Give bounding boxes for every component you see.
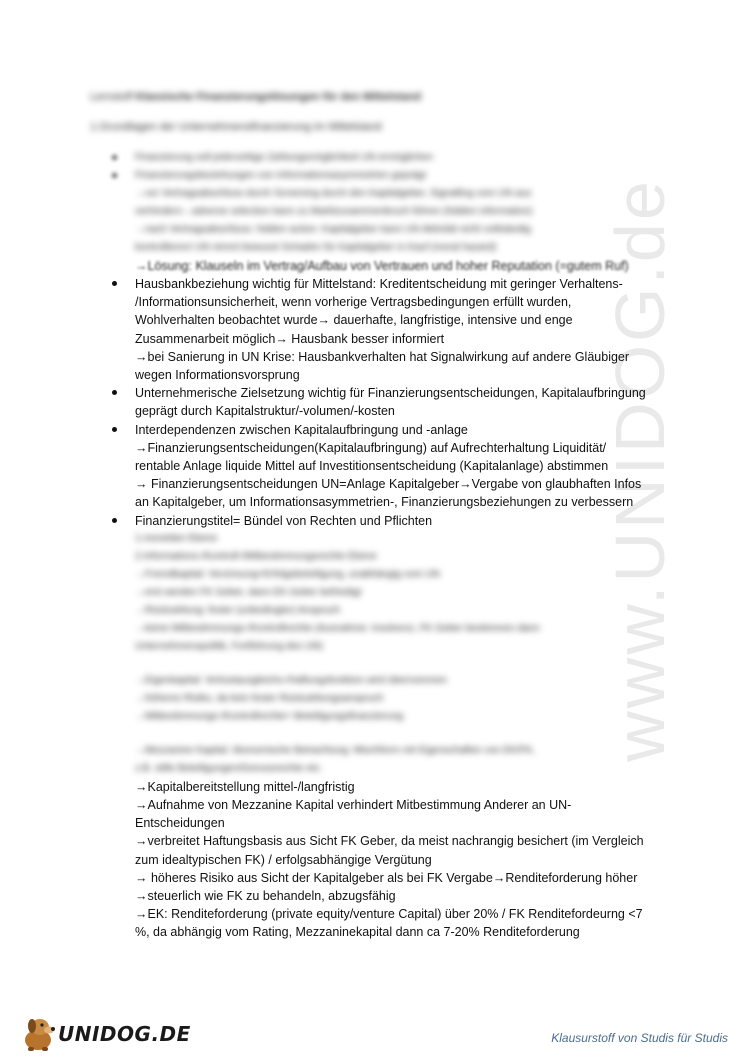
bullet-line: →Eigenkapital: Verlustausgleichs-/Haftungsfunktion wird übernommen: [135, 674, 447, 686]
bullet-line: →nach Vertragsabschluss: hidden action: Kapitalgeber kann UN Aktivität nicht vollständig: [135, 224, 531, 235]
bullet-line: Finanzierungstitel= Bündel von Rechten und Pflichten: [135, 513, 433, 528]
bullet-line: verhindern→adverse selection kann zu Marktzusammenbruch führen (hidden information): [135, 206, 533, 217]
bullet-dot: [112, 173, 117, 178]
bullet-line: Unternehmenspolitik, Fortführung des UN): [135, 640, 323, 652]
bullet-line: → Finanzierungsentscheidungen UN=Anlage Kapitalgeber→Vergabe von glaubhaften Infos: [135, 477, 642, 492]
bullet-item: [112, 384, 657, 420]
bullet-line: → höheres Risiko aus Sicht der Kapitalgeber als bei FK Vergabe→Renditeforderung höher: [135, 870, 638, 885]
bullet-line: Entscheidungen: [135, 816, 225, 831]
bullet-line: →Kapitalbereitstellung mittel-/langfristig: [135, 779, 355, 794]
bullet-line: rentable Anlage liquide Mittel auf Investitionsentscheidung (Kapitalanlage) abstimmen: [135, 459, 609, 474]
bullet-line: →Aufnahme von Mezzanine Kapital verhindert Mitbestimmung Anderer an UN-: [135, 798, 572, 813]
bullet-line: →Mitbestimmungs-/Kontrollrechte+ Beteiligungsfinanzierung: [135, 710, 404, 722]
bullet-line: Wohlverhalten beobachtet wurde→ dauerhafte, langfristige, intensive und enge: [135, 313, 573, 328]
bullet-dot: [112, 427, 117, 432]
bullet-line: wegen Informationsvorsprung: [135, 368, 300, 383]
bullet-line: %, da abhängig vom Rating, Mezzaninekapital dann ca 7-20% Renditeforderung: [135, 925, 580, 940]
bullet-dot: [112, 281, 117, 286]
dog-icon: [20, 1014, 60, 1052]
bullet-line: Finanzierung soll jederzeitige Zahlungsmöglichkeit UN ermöglichen: [135, 152, 433, 163]
bullet-line: →Fremdkapital: Verzinsung+Erfolgsbeteiligung, unabhängig vom UN: [135, 568, 440, 580]
bullet-list: [112, 149, 657, 942]
bullet-line: /Informationsunsicherheit, wenn vorherige Vertragsbedingungen erfüllt wurden,: [135, 295, 572, 310]
bullet-dot: [112, 390, 117, 395]
bullet-item: [112, 149, 657, 167]
bullet-line: →Mezzanine Kapital: ökonomische Betrachtung: Mischform mit Eigenschaften von EK/FK,: [135, 744, 536, 756]
bullet-item: [112, 421, 657, 512]
bullet-line: z.B. stille Beteiligungen/Genussrechte etc.: [135, 762, 323, 774]
bullet-line: an Kapitalgeber, um Informationsasymmetrien-, Finanzierungsbeziehungen zu verbessern: [135, 495, 634, 510]
bullet-line: 1.monetäre Ebene: [135, 532, 218, 544]
unidog-logo[interactable]: [20, 1014, 200, 1054]
bullet-line: Finanzierungsbeziehungen von Informationsasymmetrien geprägt: [135, 170, 426, 181]
title-text: Klassische Finanzierungslösungen für den Mittelstand: [135, 91, 422, 103]
bullet-item: [112, 167, 657, 275]
spacer: [135, 656, 657, 672]
bullet-line: 2.Informations-/Kontroll-/Mitbestimmungsrechte Ebene: [135, 550, 377, 562]
bullet-line: Unternehmerische Zielsetzung wichtig für Finanzierungsentscheidungen, Kapitalaufbringung: [135, 386, 646, 401]
bullet-line: kontrollieren/ UN nimmt bewusst Schaden für Kapitalgeber in Kauf (moral hazard): [135, 242, 497, 253]
bullet-line: →steuerlich wie FK zu behandeln, abzugsfähig: [135, 889, 396, 904]
bullet-line: →bei Sanierung in UN Krise: Hausbankverhalten hat Signalwirkung auf andere Gläubiger: [135, 349, 630, 364]
logo-text: UNIDOG.DE: [58, 1022, 191, 1046]
bullet-line: →Rückzahlung: fester (unbedingter) Anspruch: [135, 604, 341, 616]
bullet-item: [112, 275, 657, 384]
watermark: www.UNIDOG.de: [601, 178, 679, 762]
bullet-line: →EK: Renditeforderung (private equity/venture Capital) über 20% / FK Renditefordeurng <7: [135, 907, 643, 922]
bullet-dot: [112, 155, 117, 160]
bullet-line: →vor Vertragsabschluss durch Screening durch den Kapitalgeber, Signalling vom UN aus: [135, 188, 532, 199]
title-prefix: Lernstoff: [90, 91, 133, 103]
bullet-line: →keine Mitbestimmungs-/Kontrollrechte (Ausnahme: Insolvenz, FK Geber bestimmen dann: [135, 622, 540, 634]
bullet-line: zum idealtypischen FK) / erfolgsabhängige Vergütung: [135, 852, 432, 867]
bullet-item: [112, 512, 657, 942]
bullet-line: →Lösung: Klauseln im Vertrag/Aufbau von Vertrauen und hoher Reputation (=gutem Ruf): [135, 259, 629, 273]
bullet-line: Hausbankbeziehung wichtig für Mittelstand: Kreditentscheidung mit geringer Verhaltens-: [135, 277, 623, 291]
footer-tagline: Klausurstoff von Studis für Studis: [551, 1031, 728, 1045]
bullet-dot: [112, 518, 117, 523]
spacer: [135, 726, 657, 742]
bullet-line: →Finanzierungsentscheidungen(Kapitalaufbringung) auf Aufrechterhaltung Liquidität/: [135, 440, 607, 455]
bullet-line: geprägt durch Kapitalstruktur/-volumen/-kosten: [135, 404, 395, 419]
section-title: 1.Grundlagen der Unternehmensfinanzierung im Mittelstand: [90, 121, 382, 133]
document-title: [90, 91, 421, 103]
bullet-line: →erst werden FK Geber, dann EK Geber befriedigt: [135, 586, 362, 598]
bullet-line: Zusammenarbeit möglich→ Hausbank besser informiert: [135, 331, 445, 346]
bullet-line: Interdependenzen zwischen Kapitalaufbringung und -anlage: [135, 422, 468, 437]
bullet-line: →höheres Risiko, da kein fester Rückzahlungsanspruch: [135, 692, 384, 704]
bullet-line: →verbreitet Haftungsbasis aus Sicht FK Geber, da meist nachrangig besichert (im Vergleich: [135, 834, 644, 849]
